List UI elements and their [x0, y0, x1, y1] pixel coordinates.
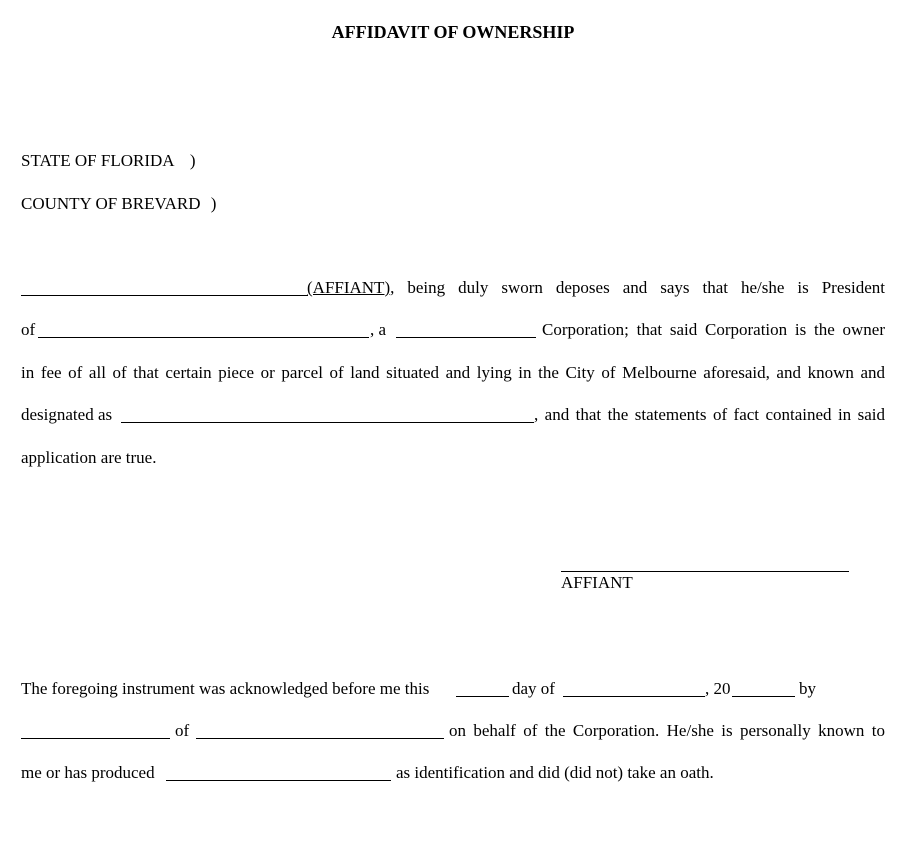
body-line-4-start: designated as [21, 405, 113, 424]
ack-by: by [799, 679, 816, 698]
corporation-name-blank[interactable] [38, 337, 369, 338]
ack-signer-blank[interactable] [21, 738, 170, 739]
corporation-state-blank[interactable] [396, 337, 536, 338]
body-line-2-of: of [21, 320, 36, 339]
county-label: COUNTY OF BREVARD [21, 194, 201, 213]
body-line-3: in fee of all of that certain piece or parcel of land situated and lying in the City of Melbourne aforesaid, and known and [21, 363, 885, 382]
ack-year-blank[interactable] [732, 696, 795, 697]
ack-month-blank[interactable] [563, 696, 705, 697]
ack-year-prefix: , 20 [705, 679, 731, 698]
body-line-1 [307, 278, 885, 298]
affiant-name-blank[interactable] [21, 295, 308, 296]
body-line-4-rest: , and that the statements of fact contained in said [534, 405, 885, 424]
affiant-signature-label: AFFIANT [561, 573, 633, 592]
state-paren: ) [189, 151, 196, 170]
ack-line-3-rest: as identification and did (did not) take an oath. [396, 763, 714, 782]
state-label: STATE OF FLORIDA [21, 151, 174, 170]
ack-line-2-of: of [175, 721, 190, 740]
body-line-5: application are true. [21, 448, 157, 467]
ack-line-2-rest: on behalf of the Corporation. He/she is personally known to [449, 721, 885, 740]
ack-corporation-blank[interactable] [196, 738, 444, 739]
ack-day-blank[interactable] [456, 696, 509, 697]
venue-state [21, 151, 196, 171]
document-title: AFFIDAVIT OF OWNERSHIP [331, 22, 575, 42]
ack-line-1-start: The foregoing instrument was acknowledged before me this [21, 679, 430, 698]
property-designation-blank[interactable] [121, 422, 534, 423]
ack-day-of: day of [512, 679, 555, 698]
body-line-2-rest: Corporation; that said Corporation is the owner [542, 320, 885, 339]
ack-line-3-start: me or has produced [21, 763, 155, 782]
venue-county [21, 194, 216, 214]
county-paren: ) [210, 194, 217, 213]
affiant-signature-line[interactable] [561, 571, 849, 572]
affiant-label: (AFFIANT) [307, 278, 391, 297]
ack-identification-blank[interactable] [166, 780, 391, 781]
body-line-2-comma-a: , a [370, 320, 387, 339]
body-line-1-rest: , being duly sworn deposes and says that he/she is President [390, 278, 885, 297]
